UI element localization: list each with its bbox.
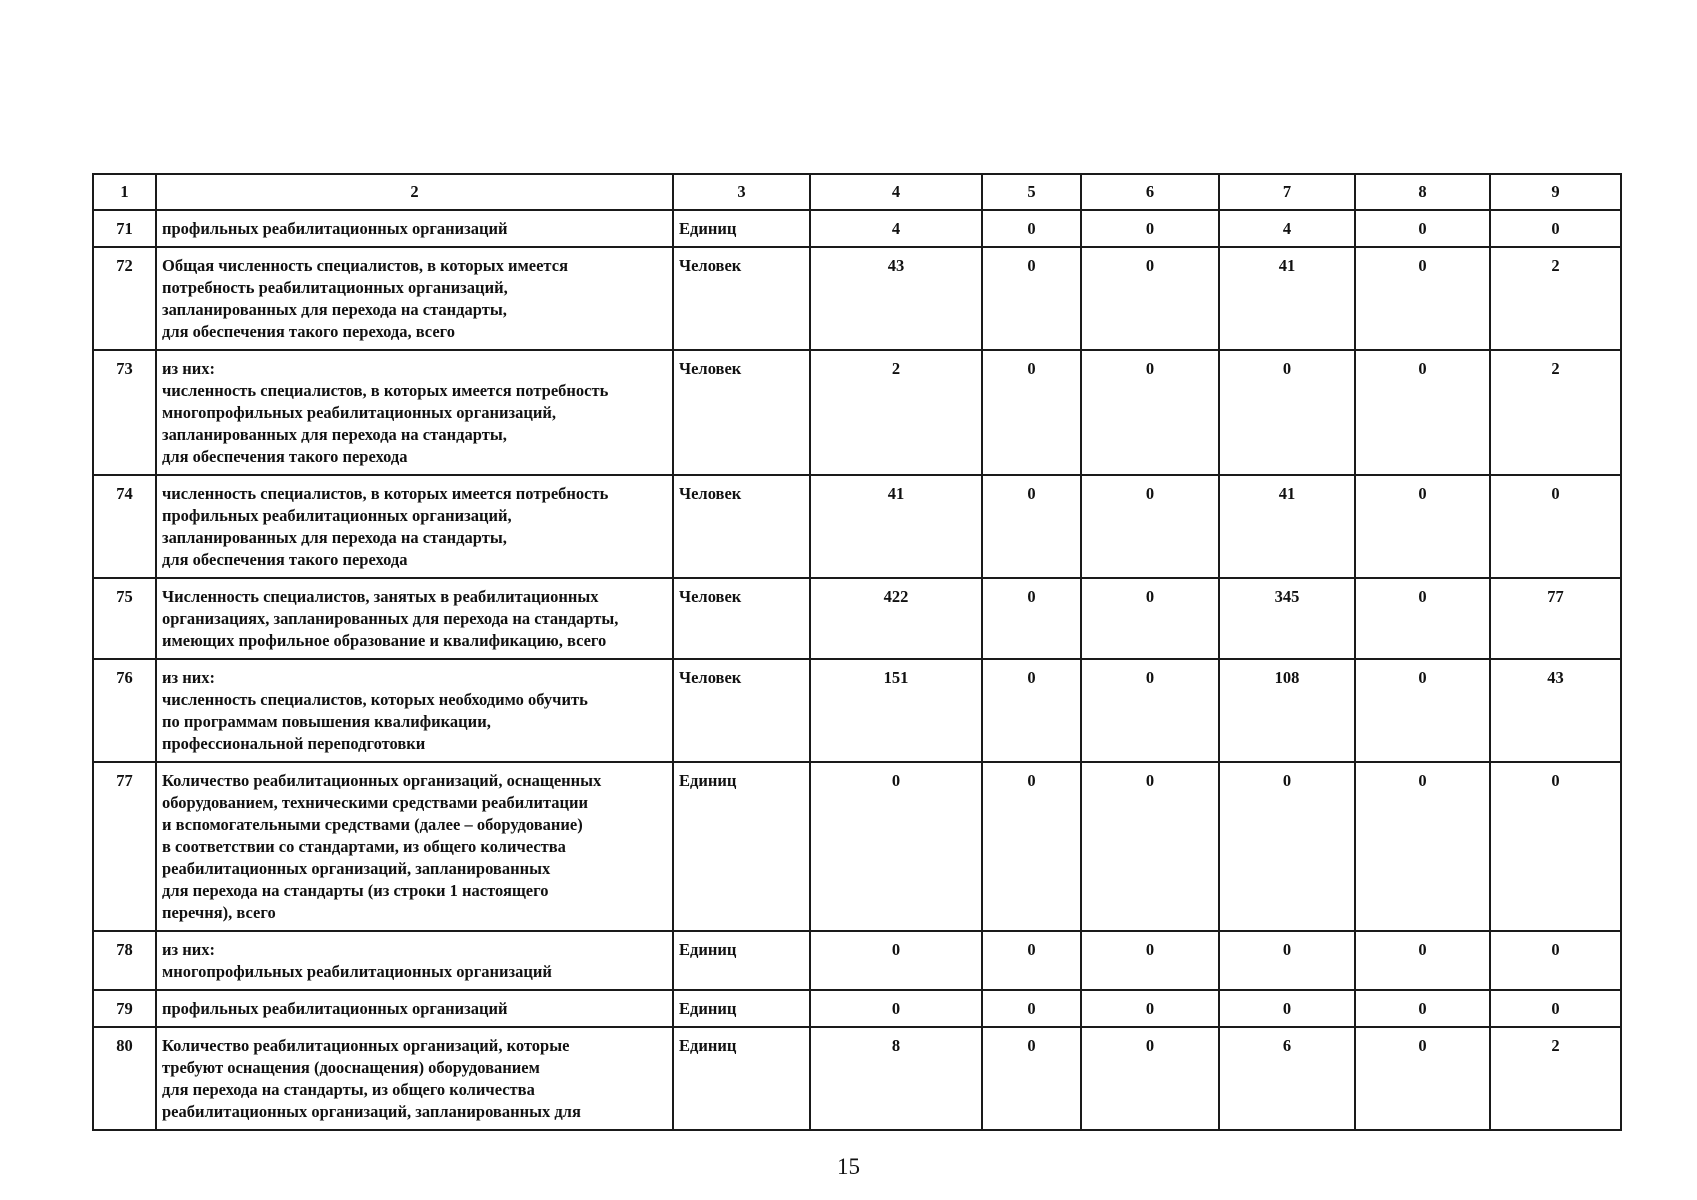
indicator-text-line: организациях, запланированных для перехода на стандарты, <box>162 609 619 628</box>
table-row <box>93 990 1621 1027</box>
value-cell: 41 <box>810 475 982 578</box>
indicator-text-line: профильных реабилитационных организаций <box>162 219 508 238</box>
indicator-text-line: перечня), всего <box>162 903 276 922</box>
table-row <box>93 578 1621 659</box>
value-cell: 0 <box>982 659 1081 762</box>
value-cell: 2 <box>1490 350 1621 475</box>
row-number-cell: 71 <box>93 210 156 247</box>
value-cell: 151 <box>810 659 982 762</box>
row-number-cell: 72 <box>93 247 156 350</box>
indicator-text-line: в соответствии со стандартами, из общего количества <box>162 837 566 856</box>
value-cell: 0 <box>1355 990 1490 1027</box>
value-cell: 0 <box>982 578 1081 659</box>
value-cell: 0 <box>810 762 982 931</box>
value-cell: 0 <box>1355 350 1490 475</box>
value-cell: 0 <box>1219 350 1355 475</box>
unit-cell: Человек <box>673 659 810 762</box>
indicator-name-cell <box>156 659 673 762</box>
value-cell: 77 <box>1490 578 1621 659</box>
value-cell: 0 <box>982 1027 1081 1130</box>
indicator-name-cell <box>156 475 673 578</box>
indicator-text-line: оборудованием, техническими средствами реабилитации <box>162 793 589 812</box>
indicator-text-line: и вспомогательными средствами (далее – оборудование) <box>162 815 583 834</box>
indicator-text-line: численность специалистов, в которых имеется потребность <box>162 381 609 400</box>
indicator-text-line: численность специалистов, которых необходимо обучить <box>162 690 588 709</box>
value-cell: 41 <box>1219 247 1355 350</box>
indicator-text-line: запланированных для перехода на стандарты, <box>162 300 507 319</box>
column-number-header: 5 <box>982 174 1081 210</box>
value-cell: 0 <box>1081 990 1219 1027</box>
value-cell: 0 <box>1081 931 1219 990</box>
indicator-name-cell <box>156 1027 673 1130</box>
unit-cell: Единиц <box>673 990 810 1027</box>
value-cell: 0 <box>982 475 1081 578</box>
unit-cell: Единиц <box>673 931 810 990</box>
value-cell: 422 <box>810 578 982 659</box>
table-row <box>93 475 1621 578</box>
indicator-text-line: имеющих профильное образование и квалификацию, всего <box>162 631 607 650</box>
value-cell: 0 <box>982 210 1081 247</box>
table-row <box>93 210 1621 247</box>
row-number-cell: 74 <box>93 475 156 578</box>
value-cell: 0 <box>1355 931 1490 990</box>
row-number-cell: 79 <box>93 990 156 1027</box>
value-cell: 2 <box>810 350 982 475</box>
value-cell: 43 <box>810 247 982 350</box>
table-row <box>93 762 1621 931</box>
unit-cell: Единиц <box>673 762 810 931</box>
indicator-text-line: запланированных для перехода на стандарты, <box>162 528 507 547</box>
column-number-header: 6 <box>1081 174 1219 210</box>
indicator-text-line: для обеспечения такого перехода <box>162 447 408 466</box>
value-cell: 0 <box>982 931 1081 990</box>
indicator-text-line: Численность специалистов, занятых в реабилитационных <box>162 587 599 606</box>
value-cell: 0 <box>1081 1027 1219 1130</box>
value-cell: 0 <box>1490 210 1621 247</box>
table-row <box>93 1027 1621 1130</box>
value-cell: 0 <box>1081 350 1219 475</box>
indicator-text-line: профильных реабилитационных организаций, <box>162 506 512 525</box>
indicator-text-line: Общая численность специалистов, в которых имеется <box>162 256 568 275</box>
value-cell: 108 <box>1219 659 1355 762</box>
indicator-text-line: требуют оснащения (дооснащения) оборудованием <box>162 1058 540 1077</box>
indicator-text-line: из них: <box>162 940 216 959</box>
indicator-text-line: для обеспечения такого перехода <box>162 550 408 569</box>
table-body <box>93 174 1621 1130</box>
value-cell: 0 <box>1490 475 1621 578</box>
column-number-header: 8 <box>1355 174 1490 210</box>
table-header-row <box>93 174 1621 210</box>
unit-cell: Человек <box>673 475 810 578</box>
row-number-cell: 75 <box>93 578 156 659</box>
indicator-text-line: многопрофильных реабилитационных организаций <box>162 962 552 981</box>
indicator-name-cell <box>156 762 673 931</box>
indicator-name-cell <box>156 931 673 990</box>
value-cell: 0 <box>982 762 1081 931</box>
table-row <box>93 350 1621 475</box>
unit-cell: Человек <box>673 350 810 475</box>
indicator-text-line: многопрофильных реабилитационных организаций, <box>162 403 557 422</box>
value-cell: 0 <box>810 990 982 1027</box>
indicator-text-line: потребность реабилитационных организаций, <box>162 278 508 297</box>
unit-cell: Единиц <box>673 1027 810 1130</box>
indicator-text-line: профессиональной переподготовки <box>162 734 426 753</box>
indicator-name-cell <box>156 350 673 475</box>
indicator-text-line: численность специалистов, в которых имеется потребность <box>162 484 609 503</box>
value-cell: 0 <box>1081 247 1219 350</box>
value-cell: 4 <box>810 210 982 247</box>
unit-cell: Единиц <box>673 210 810 247</box>
indicator-text-line: для перехода на стандарты, из общего количества <box>162 1080 535 1099</box>
value-cell: 0 <box>1081 578 1219 659</box>
table-row <box>93 931 1621 990</box>
value-cell: 0 <box>1081 475 1219 578</box>
indicator-text-line: запланированных для перехода на стандарты, <box>162 425 507 444</box>
value-cell: 0 <box>1219 990 1355 1027</box>
row-number-cell: 77 <box>93 762 156 931</box>
indicator-text-line: реабилитационных организаций, запланированных <box>162 859 551 878</box>
indicator-text-line: для перехода на стандарты (из строки 1 настоящего <box>162 881 549 900</box>
indicator-text-line: для обеспечения такого перехода, всего <box>162 322 455 341</box>
value-cell: 0 <box>1355 210 1490 247</box>
column-number-header: 7 <box>1219 174 1355 210</box>
indicator-text-line: Количество реабилитационных организаций, оснащенных <box>162 771 602 790</box>
value-cell: 0 <box>1490 990 1621 1027</box>
row-number-cell: 73 <box>93 350 156 475</box>
indicator-text-line: реабилитационных организаций, запланированных для <box>162 1102 581 1121</box>
value-cell: 0 <box>1490 931 1621 990</box>
value-cell: 6 <box>1219 1027 1355 1130</box>
indicator-text-line: профильных реабилитационных организаций <box>162 999 508 1018</box>
column-number-header: 3 <box>673 174 810 210</box>
column-number-header: 9 <box>1490 174 1621 210</box>
column-number-header: 1 <box>93 174 156 210</box>
value-cell: 0 <box>1355 475 1490 578</box>
row-number-cell: 80 <box>93 1027 156 1130</box>
table-row <box>93 659 1621 762</box>
value-cell: 0 <box>1219 931 1355 990</box>
indicator-name-cell <box>156 247 673 350</box>
table-row <box>93 247 1621 350</box>
row-number-cell: 78 <box>93 931 156 990</box>
value-cell: 0 <box>1219 762 1355 931</box>
value-cell: 43 <box>1490 659 1621 762</box>
value-cell: 0 <box>1081 210 1219 247</box>
row-number-cell: 76 <box>93 659 156 762</box>
value-cell: 8 <box>810 1027 982 1130</box>
unit-cell: Человек <box>673 578 810 659</box>
indicator-text-line: из них: <box>162 359 216 378</box>
value-cell: 0 <box>1355 659 1490 762</box>
indicator-name-cell <box>156 210 673 247</box>
value-cell: 0 <box>982 350 1081 475</box>
page-number: 15 <box>837 1154 860 1179</box>
value-cell: 2 <box>1490 247 1621 350</box>
value-cell: 0 <box>1355 578 1490 659</box>
value-cell: 4 <box>1219 210 1355 247</box>
indicator-name-cell <box>156 990 673 1027</box>
data-table <box>92 173 1622 1131</box>
indicator-text-line: из них: <box>162 668 216 687</box>
value-cell: 0 <box>810 931 982 990</box>
value-cell: 0 <box>1081 659 1219 762</box>
value-cell: 41 <box>1219 475 1355 578</box>
column-number-header: 2 <box>156 174 673 210</box>
value-cell: 0 <box>1081 762 1219 931</box>
indicator-text-line: по программам повышения квалификации, <box>162 712 491 731</box>
value-cell: 0 <box>982 247 1081 350</box>
column-number-header: 4 <box>810 174 982 210</box>
indicator-text-line: Количество реабилитационных организаций, которые <box>162 1036 570 1055</box>
value-cell: 0 <box>1355 1027 1490 1130</box>
value-cell: 0 <box>982 990 1081 1027</box>
value-cell: 0 <box>1355 247 1490 350</box>
value-cell: 345 <box>1219 578 1355 659</box>
value-cell: 0 <box>1355 762 1490 931</box>
value-cell: 2 <box>1490 1027 1621 1130</box>
unit-cell: Человек <box>673 247 810 350</box>
value-cell: 0 <box>1490 762 1621 931</box>
indicator-name-cell <box>156 578 673 659</box>
